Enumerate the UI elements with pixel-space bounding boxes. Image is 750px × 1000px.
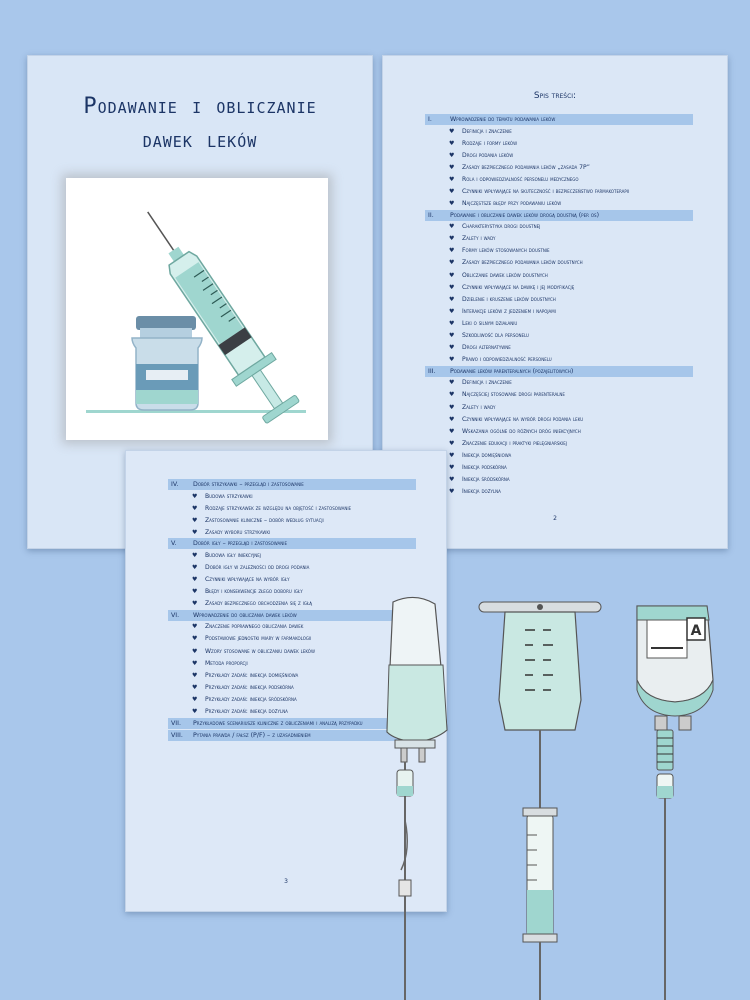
toc-item-label: Iniekcja śródskórna	[462, 476, 510, 484]
toc-item-label: Czynniki wpływające na dawkę i jej modyfikację	[462, 283, 575, 291]
toc-item	[425, 198, 693, 210]
heart-bullet-icon: ♥	[449, 319, 455, 327]
toc-item	[425, 413, 693, 425]
heart-bullet-icon: ♥	[449, 332, 455, 340]
toc-item	[425, 401, 693, 413]
heart-bullet-icon: ♥	[449, 307, 455, 315]
toc-item-label: Rola i odpowiedzialność personelu medycznego	[462, 175, 579, 183]
toc-item	[425, 185, 693, 197]
heart-bullet-icon: ♥	[449, 451, 455, 459]
heart-bullet-icon: ♥	[449, 235, 455, 243]
heart-bullet-icon: ♥	[192, 600, 198, 608]
heart-bullet-icon: ♥	[449, 439, 455, 447]
toc-item-label: Podstawowe jednostki miary w farmakologii	[205, 635, 312, 643]
heart-bullet-icon: ♥	[449, 283, 455, 291]
toc-item-label: Znaczenie edukacji i praktyki pielęgniarskiej	[462, 439, 567, 447]
heart-bullet-icon: ♥	[449, 188, 455, 196]
toc-item	[425, 257, 693, 269]
heart-bullet-icon: ♥	[192, 528, 198, 536]
iv-bag-3	[637, 606, 713, 1000]
section-number: VII.	[171, 719, 182, 727]
heart-bullet-icon: ♥	[449, 295, 455, 303]
toc-item	[168, 526, 416, 538]
toc-item-label: Błędy i konsekwencje złego doboru igły	[205, 588, 303, 596]
heart-bullet-icon: ♥	[449, 200, 455, 208]
toc-item-label: Definicja i znaczenie	[462, 379, 512, 387]
section-title: Dobór igły – przegląd i zastosowanie	[193, 540, 287, 548]
heart-bullet-icon: ♥	[192, 671, 198, 679]
toc-item	[425, 281, 693, 293]
syringe-and-vial-illustration-icon	[66, 178, 328, 440]
toc-section-II	[425, 210, 693, 221]
heart-bullet-icon: ♥	[192, 588, 198, 596]
toc-item-label: Interakcje leków z jedzeniem i napojami	[462, 307, 556, 315]
toc-item-label: Dobór igły w zależności od drogi podania	[205, 564, 310, 572]
heart-bullet-icon: ♥	[449, 127, 455, 135]
toc-item-label: Przykłady zadań: iniekcja podskórna	[205, 683, 294, 691]
toc-item	[425, 461, 693, 473]
heart-bullet-icon: ♥	[192, 683, 198, 691]
toc-item	[425, 377, 693, 389]
toc-item	[425, 293, 693, 305]
section-title: Dobór strzykawki – przegląd i zastosowanie	[193, 481, 304, 488]
heart-bullet-icon: ♥	[449, 223, 455, 231]
toc-item-label: Rodzaje i formy leków	[462, 139, 518, 147]
toc-item-label: Obliczanie dawek leków doustnych	[462, 271, 548, 279]
toc-item	[425, 173, 693, 185]
toc-item-label: Budowa strzykawki	[205, 492, 253, 500]
section-title: Podawanie leków parenteralnych (pozajelitowych)	[450, 367, 574, 375]
toc-item	[425, 449, 693, 461]
toc-item	[425, 425, 693, 437]
toc-item	[168, 549, 416, 561]
toc-item	[425, 354, 693, 366]
toc-section-IV	[168, 479, 416, 490]
section-number: I.	[428, 116, 432, 123]
toc-item	[168, 490, 416, 502]
heart-bullet-icon: ♥	[192, 564, 198, 572]
toc-item-label: Zastosowanie kliniczne – dobór według sytuacji	[205, 516, 324, 524]
toc-item-label: Zalety i wady	[462, 403, 496, 411]
iv-bag-1	[387, 597, 447, 1000]
heart-bullet-icon: ♥	[192, 647, 198, 655]
heart-bullet-icon: ♥	[192, 708, 198, 716]
toc-item	[168, 514, 416, 526]
heart-bullet-icon: ♥	[192, 516, 198, 524]
heart-bullet-icon: ♥	[449, 391, 455, 399]
toc-item-label: Zasady bezpiecznego podawania leków doustnych	[462, 259, 583, 267]
toc-item	[425, 437, 693, 449]
heart-bullet-icon: ♥	[449, 379, 455, 387]
toc-item	[425, 474, 693, 486]
toc-item-label: Czynniki wpływające na wybór drogi podania leku	[462, 415, 584, 423]
cover-image-frame	[66, 178, 328, 440]
toc-item-label: Definicja i znaczenie	[462, 127, 512, 135]
toc-section-V	[168, 538, 416, 549]
heart-bullet-icon: ♥	[192, 492, 198, 500]
toc-item	[425, 233, 693, 245]
iv-drip-bags-illustration-icon	[375, 590, 750, 1000]
heart-bullet-icon: ♥	[449, 175, 455, 183]
toc-heading: Spis treści:	[533, 91, 577, 101]
heart-bullet-icon: ♥	[449, 403, 455, 411]
toc-item	[168, 574, 416, 586]
toc-item-label: Znaczenie poprawnego obliczania dawek	[205, 623, 304, 631]
toc-item-label: Najczęściej stosowane drogi parenteralne	[462, 391, 565, 399]
toc-item-label: Metoda proporcji	[205, 659, 248, 667]
toc-item-label: Czynniki wpływające na wybór igły	[205, 576, 290, 584]
toc-item	[425, 269, 693, 281]
toc-item-label: Budowa igły iniekcyjnej	[205, 551, 261, 559]
heart-bullet-icon: ♥	[192, 695, 198, 703]
heart-bullet-icon: ♥	[449, 271, 455, 279]
toc-item-label: Przykłady zadań: iniekcja dożylna	[205, 708, 288, 716]
toc-list-page-2	[425, 114, 693, 498]
toc-item-label: Prawo i odpowiedzialność personelu	[462, 356, 552, 364]
cover-title-line-2: dawek leków	[142, 128, 258, 153]
heart-bullet-icon: ♥	[449, 344, 455, 352]
toc-item-label: Drogi alternatywne	[462, 344, 511, 352]
heart-bullet-icon: ♥	[449, 463, 455, 471]
toc-item-label: Wzory stosowane w obliczaniu dawek leków	[205, 647, 315, 655]
toc-item-label: Iniekcja podskórna	[462, 463, 507, 471]
toc-item-label: Zasady wyboru strzykawki	[205, 528, 271, 536]
toc-item-label: Przykłady zadań: iniekcja domięśniowa	[205, 671, 299, 679]
toc-item-label: Dzielenie i kruszenie leków doustnych	[462, 295, 556, 303]
toc-item-label: Czynniki wpływające na skuteczność i bezpieczeństwo farmakoterapii	[462, 188, 630, 196]
toc-item-label: Charakterystyka drogi doustnej	[462, 223, 541, 231]
section-title: Pytania prawda / fałsz (P/F) – z uzasadnieniem	[193, 731, 311, 739]
section-title: Wprowadzenie do obliczania dawek leków	[193, 611, 297, 619]
heart-bullet-icon: ♥	[192, 623, 198, 631]
toc-item	[425, 389, 693, 401]
toc-item	[425, 221, 693, 233]
toc-item	[425, 149, 693, 161]
section-number: II.	[428, 211, 434, 219]
toc-item-label: Zasady bezpiecznego podawania leków „zasada 7P”	[462, 163, 590, 171]
toc-item	[425, 161, 693, 173]
page-number: 2	[553, 515, 557, 522]
toc-item	[168, 502, 416, 514]
heart-bullet-icon: ♥	[449, 163, 455, 171]
section-number: VI.	[171, 611, 180, 619]
heart-bullet-icon: ♥	[449, 476, 455, 484]
toc-item-label: Drogi podania leków	[462, 151, 514, 159]
bag-letter: A	[690, 623, 702, 639]
page-number: 3	[284, 878, 288, 885]
heart-bullet-icon: ♥	[192, 551, 198, 559]
heart-bullet-icon: ♥	[449, 488, 455, 496]
toc-section-I	[425, 114, 693, 125]
toc-item	[425, 245, 693, 257]
toc-item-label: Zasady bezpiecznego obchodzenia się z igłą	[205, 600, 312, 608]
toc-item-label: Leki o silnym działaniu	[462, 319, 518, 327]
heart-bullet-icon: ♥	[449, 415, 455, 423]
heart-bullet-icon: ♥	[192, 504, 198, 512]
heart-bullet-icon: ♥	[449, 356, 455, 364]
toc-item	[425, 305, 693, 317]
toc-item	[425, 330, 693, 342]
section-number: V.	[171, 540, 177, 548]
toc-item	[425, 317, 693, 329]
section-title: Podawanie i obliczanie dawek leków drogą doustną (per os)	[450, 211, 600, 219]
toc-item	[425, 486, 693, 498]
toc-section-III	[425, 366, 693, 377]
toc-item-label: Przykłady zadań: iniekcja śródskórna	[205, 695, 297, 703]
section-number: IV.	[171, 481, 179, 488]
cover-title-line-1: Podawanie i obliczanie	[83, 94, 317, 119]
heart-bullet-icon: ♥	[449, 247, 455, 255]
section-title: Wprowadzenie do tematu podawania leków	[450, 116, 556, 123]
heart-bullet-icon: ♥	[449, 259, 455, 267]
heart-bullet-icon: ♥	[192, 635, 198, 643]
toc-item	[425, 342, 693, 354]
heart-bullet-icon: ♥	[449, 139, 455, 147]
toc-item-label: Zalety i wady	[462, 235, 496, 243]
toc-item	[425, 137, 693, 149]
toc-item-label: Szkodliwość dla personelu	[462, 332, 529, 340]
toc-item-label: Najczęstsze błędy przy podawaniu leków	[462, 200, 562, 208]
cover-title	[28, 90, 372, 158]
toc-item-label: Wskazania ogólne do różnych dróg iniekcyjnych	[462, 427, 581, 435]
heart-bullet-icon: ♥	[449, 151, 455, 159]
section-number: III.	[428, 367, 436, 375]
section-number: VIII.	[171, 731, 183, 739]
toc-item-label: Rodzaje strzykawek ze względu na objętość i zastosowanie	[205, 504, 352, 512]
toc-item	[425, 125, 693, 137]
section-title: Przykładowe scenariusze kliniczne z obliczeniami i analizą przypadku	[193, 719, 363, 727]
toc-item-label: Iniekcja domięśniowa	[462, 451, 512, 459]
heart-bullet-icon: ♥	[192, 576, 198, 584]
iv-bag-2	[479, 602, 601, 1000]
toc-item-label: Iniekcja dożylna	[462, 488, 501, 496]
heart-bullet-icon: ♥	[192, 659, 198, 667]
heart-bullet-icon: ♥	[449, 427, 455, 435]
toc-item-label: Formy leków stosowanych doustnie	[462, 247, 550, 255]
toc-item	[168, 561, 416, 573]
